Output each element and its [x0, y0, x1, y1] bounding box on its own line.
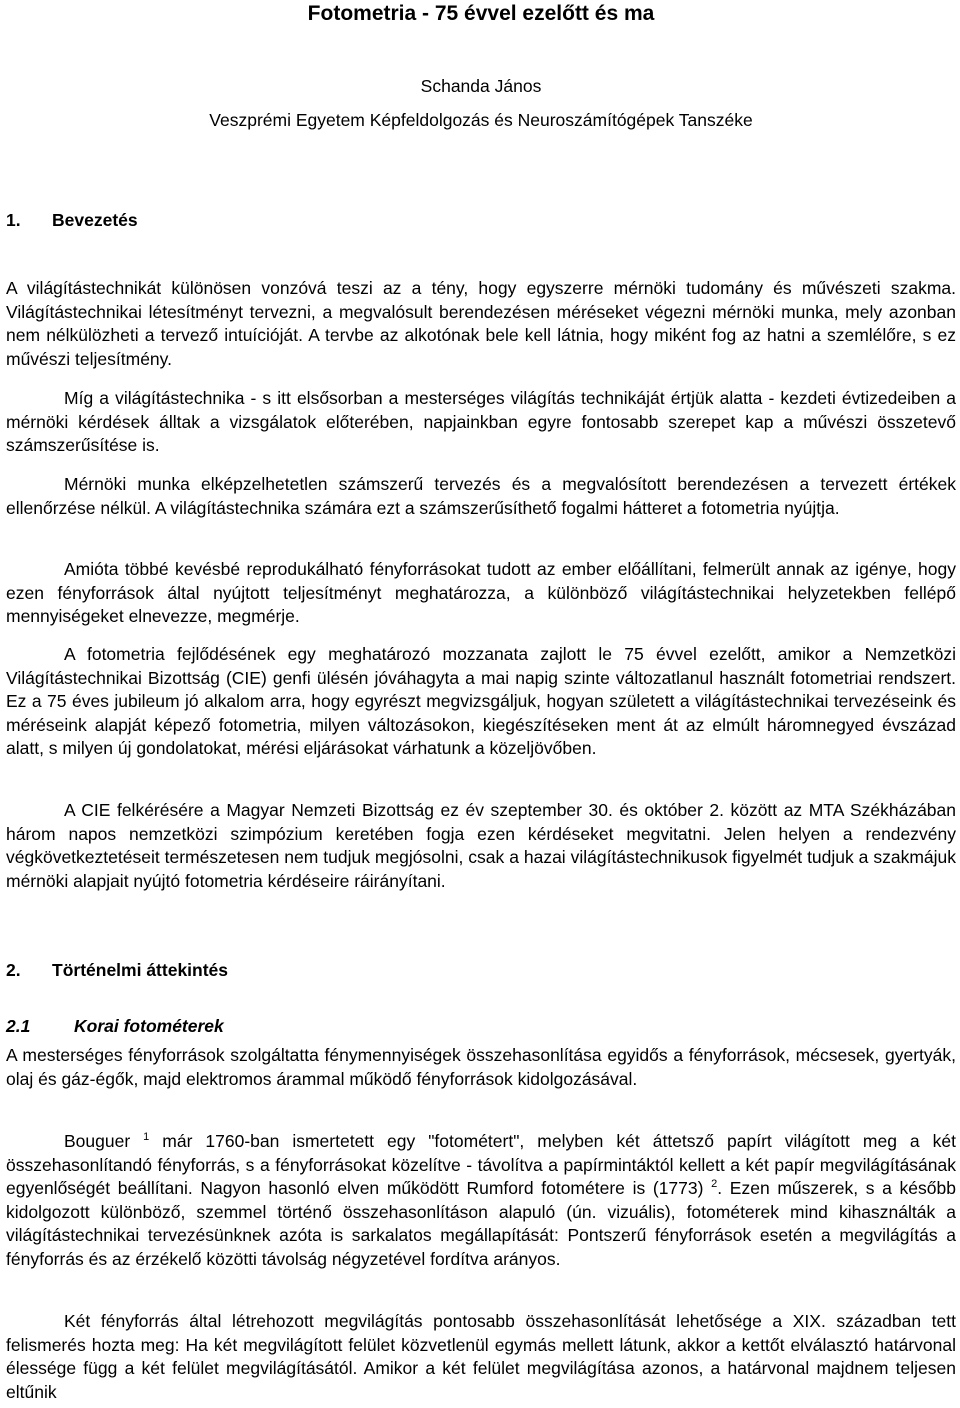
section-number: 2.: [6, 960, 21, 980]
paragraph: Míg a világítástechnika - s itt elsősorban a mesterséges világítás technikáját értjük alatta - kezdeti évtizedeiben a mérnöki kérdések álltak a vizsgálatok előterében, napjainkban egyre fontosabb szerepet kap a művészi összetevő számszerűsítése is.: [6, 388, 956, 455]
section-heading-2: [6, 960, 228, 980]
paragraph-text: . Ezen műszerek, s a később kidolgozott különböző, szemmel történő összehasonlításon alapuló (ún. vizuális), fotométerek mind kihasználták a világítástechnikai tervezésünknek azóta is sarkalatos megállapítását: Pontszerű fényforrások esetén a megvilágítás a fényforrás és az érzékelő közötti távolság négyzetével fordítva arányos.: [6, 1178, 956, 1269]
section-number: 1.: [6, 210, 21, 230]
subsection-title: Korai fotométerek: [74, 1016, 224, 1036]
paragraph: Mérnöki munka elképzelhetetlen számszerű tervezés és a megvalósított berendezésen a tervezett értékek ellenőrzése nélkül. A világítástechnika számára ezt a számszerűsíthető fogalmi hátteret a fotometria nyújtja.: [6, 474, 956, 518]
section-title: Bevezetés: [52, 210, 138, 230]
subsection-number: 2.1: [6, 1016, 31, 1036]
paragraph: [6, 1130, 956, 1271]
paragraph-text: már 1760-ban ismertetett egy "fotométert", melyben két áttetsző papírt világított meg a két összehasonlítandó fényforrás, s a fényforrásokat közelítve - távolítva a papírmintáktól kellett a két papír megvilágításának egyenlőségét beállítani. Nagyon hasonló elven működött Rumford fotométere is (1773): [6, 1131, 956, 1198]
paragraph-text: Bouguer: [64, 1131, 144, 1151]
paragraph: A mesterséges fényforrások szolgáltatta fénymennyiségek összehasonlítása egyidős a fényforrások, mécsesek, gyertyák, olaj és gáz-égők, majd elektromos árammal működő fényforrások kidolgozásával.: [6, 1045, 956, 1089]
author-name: Schanda János: [420, 76, 542, 96]
paragraph: A világítástechnikát különösen vonzóvá teszi az a tény, hogy egyszerre mérnöki tudomány és művészeti szakma. Világítástechnikai létesítményt tervezni, a megvalósult berendezésen méréseket végezni mérnöki munka, mely azonban nem nélkülözheti a tervező intuícióját. A tervbe az alkotónak bele kell látnia, hogy miként fog az hatni a szemlélőre, s ez művészi teljesítmény.: [6, 278, 956, 369]
paragraph: A fotometria fejlődésének egy meghatározó mozzanata zajlott le 75 évvel ezelőtt, amikor a Nemzetközi Világítástechnikai Bizottság (CIE) genfi ülésén jóváhagyta a mai napig szinte változatlanul használt fotometriai rendszert. Ez a 75 éves jubileum jó alkalom arra, hogy egyrészt megvizsgáljuk, hogyan született a világítástechnikai tervezéseink és méréseink alapját képező fotometria, milyen változásokon, kiegészítéseken ment át az elmúlt háromnegyed évszázad alatt, s milyen új gondolatokat, mérési eljárásokat várhatunk a közeljövőben.: [6, 644, 956, 758]
author-affiliation: Veszprémi Egyetem Képfeldolgozás és Neuroszámítógépek Tanszéke: [209, 110, 753, 130]
section-heading-1: [6, 210, 138, 230]
paragraph: Amióta többé kevésbé reprodukálható fényforrásokat tudott az ember előállítani, felmerült annak az igénye, hogy ezen fényforrások által nyújtott teljesítményt meghatározza, a különböző világítástechnikai helyzetekben fellépő mennyiségeket elnevezze, megmérje.: [6, 559, 956, 626]
paragraph: A CIE felkérésére a Magyar Nemzeti Bizottság ez év szeptember 30. és október 2. között az MTA Székházában három napos nemzetközi szimpózium keretében fogja ezen kérdéseket megvitatni. Jelen helyen a rendezvény végkövetkeztetéseit természetesen nem tudjuk megjósolni, csak a hazai világítástechnikusok figyelmét tudjuk a szakmájuk mérnöki alapjait nyújtó fotometria kérdéseire ráirányítani.: [6, 800, 956, 891]
subsection-heading-2-1: [6, 1016, 224, 1036]
footnote-ref-2: 2: [711, 1178, 718, 1190]
section-title: Történelmi áttekintés: [52, 960, 229, 980]
paper-title: Fotometria - 75 évvel ezelőtt és ma: [307, 2, 655, 25]
paragraph: Két fényforrás által létrehozott megvilágítás pontosabb összehasonlítását lehetősége a XIX. században tett felismerés hozta meg: Ha két megvilágított felület közvetlenül egymás mellett látunk, akkor a kettőt elválasztó határvonal élessége függ a két felület megvilágításától. Amikor a két felület megvilágítása azonos, a határvonal majdnem teljesen eltűnik: [6, 1311, 956, 1402]
footnote-ref-1: 1: [143, 1131, 150, 1143]
